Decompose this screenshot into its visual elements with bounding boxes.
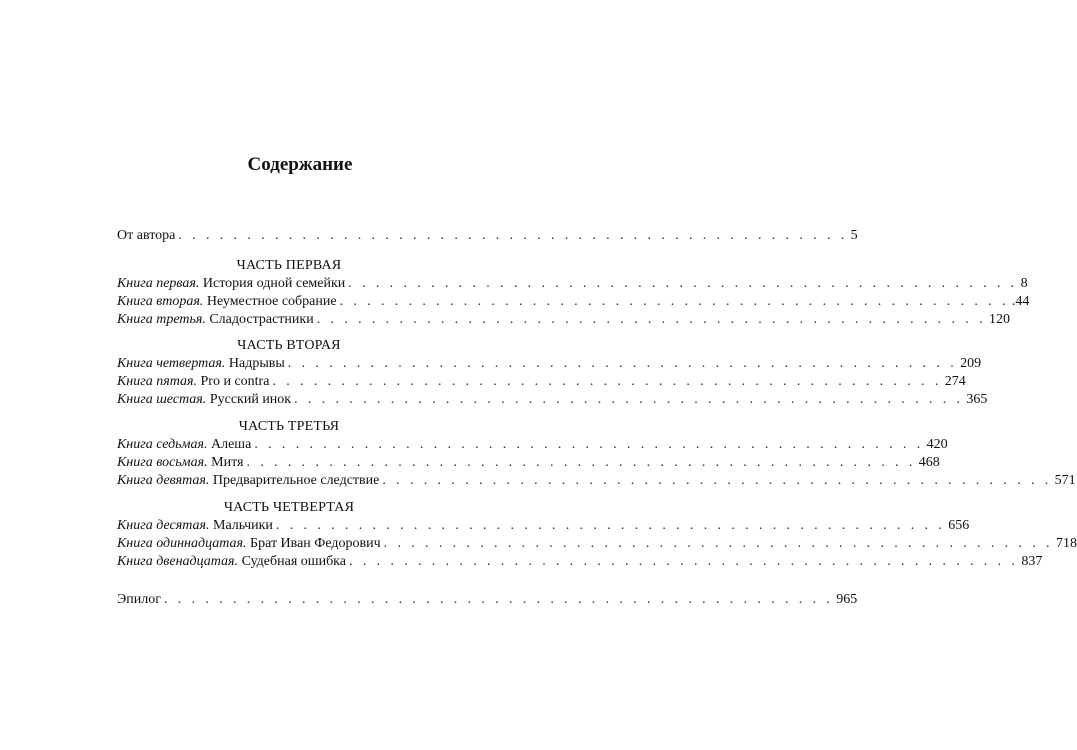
book-number: Книга девятая. <box>117 473 210 488</box>
book-number: Книга пятая. <box>117 374 198 389</box>
entry-label: Эпилог <box>117 592 161 607</box>
dot-leader: . . . . . . . . . . . . . . . . . . . . . . . . . . . . . . . . . . . . . . . . . . . . . . . . . <box>275 518 946 533</box>
page-number: 209 <box>960 356 982 371</box>
toc-entry <box>117 354 982 373</box>
toc-entry <box>117 552 1043 571</box>
entry-title: Неуместное собрание <box>206 294 337 309</box>
page-number: 120 <box>989 312 1010 327</box>
toc-entry <box>117 471 1076 490</box>
page-number: 837 <box>1021 554 1043 569</box>
dot-leader: . . . . . . . . . . . . . . . . . . . . . . . . . . . . . . . . . . . . . . . . . . . . . . . . . <box>349 554 1019 569</box>
page-number: 365 <box>966 392 988 407</box>
page-title: Содержание <box>247 154 353 175</box>
dot-leader: . . . . . . . . . . . . . . . . . . . . . . . . . . . . . . . . . . . . . . . . . . . . . . . . . <box>382 473 1052 488</box>
book-number: Книга четвертая. <box>117 356 226 371</box>
toc-entry <box>117 372 966 391</box>
entry-title: Мальчики <box>213 518 273 533</box>
dot-leader: . . . . . . . . . . . . . . . . . . . . . . . . . . . . . . . . . . . . . . . . . . . . . . . . . <box>316 312 986 327</box>
dot-leader: . . . . . . . . . . . . . . . . . . . . . . . . . . . . . . . . . . . . . . . . . . . . . . . . . <box>287 356 958 371</box>
part-heading: ЧАСТЬ ПЕРВАЯ <box>236 258 342 273</box>
page-number: 5 <box>850 228 858 243</box>
page-number: 8 <box>1020 276 1028 291</box>
page-number: 965 <box>836 592 858 607</box>
page-number: 274 <box>944 374 966 389</box>
toc-entry <box>117 390 988 409</box>
page-number: 656 <box>948 518 970 533</box>
entry-title: Pro и contra <box>200 374 270 389</box>
book-number: Книга шестая. <box>117 392 207 407</box>
dot-leader: . . . . . . . . . . . . . . . . . . . . . . . . . . . . . . . . . . . . . . . . . . . . . . . . . <box>163 592 834 607</box>
part-heading: ЧАСТЬ ЧЕТВЕРТАЯ <box>223 500 355 515</box>
page-number: 571 <box>1054 473 1076 488</box>
book-number: Книга вторая. <box>117 294 204 309</box>
book-number: Книга третья. <box>117 312 206 327</box>
toc-entry <box>117 292 1030 311</box>
dot-leader: . . . . . . . . . . . . . . . . . . . . . . . . . . . . . . . . . . . . . . . . . . . . . . . . . <box>339 294 1009 309</box>
entry-label: От автора <box>117 228 176 243</box>
dot-leader: . . . . . . . . . . . . . . . . . . . . . . . . . . . . . . . . . . . . . . . . . . . . . . . . . <box>383 536 1053 551</box>
toc-entry-epilogue <box>117 590 858 609</box>
entry-title: Митя <box>211 455 244 470</box>
toc-entry <box>117 274 1028 293</box>
page-number: .44 <box>1011 294 1030 309</box>
dot-leader: . . . . . . . . . . . . . . . . . . . . . . . . . . . . . . . . . . . . . . . . . . . . . . . . . <box>272 374 942 389</box>
book-number: Книга одиннадцатая. <box>117 536 247 551</box>
page-number: 718 <box>1055 536 1077 551</box>
entry-title: История одной семейки <box>202 276 346 291</box>
entry-title: Надрывы <box>228 356 285 371</box>
dot-leader: . . . . . . . . . . . . . . . . . . . . . . . . . . . . . . . . . . . . . . . . . . . . . . . . . <box>246 455 916 470</box>
book-number: Книга первая. <box>117 276 200 291</box>
dot-leader: . . . . . . . . . . . . . . . . . . . . . . . . . . . . . . . . . . . . . . . . . . . . . . . . . <box>348 276 1018 291</box>
toc-entry-preface <box>117 226 858 245</box>
entry-title: Судебная ошибка <box>241 554 346 569</box>
toc-entry <box>117 516 970 535</box>
part-heading: ЧАСТЬ ВТОРАЯ <box>237 338 341 353</box>
toc-entry <box>117 435 948 454</box>
dot-leader: . . . . . . . . . . . . . . . . . . . . . . . . . . . . . . . . . . . . . . . . . . . . . . . . . <box>178 228 848 243</box>
book-number: Книга десятая. <box>117 518 210 533</box>
toc-entry <box>117 534 1077 553</box>
book-number: Книга двенадцатая. <box>117 554 239 569</box>
dot-leader: . . . . . . . . . . . . . . . . . . . . . . . . . . . . . . . . . . . . . . . . . . . . . . . . . <box>254 437 924 452</box>
dot-leader: . . . . . . . . . . . . . . . . . . . . . . . . . . . . . . . . . . . . . . . . . . . . . . . . . <box>294 392 964 407</box>
entry-title: Сладострастники <box>209 312 314 327</box>
entry-title: Брат Иван Федорович <box>250 536 381 551</box>
entry-title: Предварительное следствие <box>212 473 380 488</box>
book-number: Книга восьмая. <box>117 455 208 470</box>
toc-entry <box>117 453 940 472</box>
part-heading: ЧАСТЬ ТРЕТЬЯ <box>238 419 340 434</box>
entry-title: Русский инок <box>209 392 292 407</box>
toc-entry <box>117 310 1010 329</box>
page-number: 468 <box>918 455 940 470</box>
page-number: 420 <box>926 437 948 452</box>
book-number: Книга седьмая. <box>117 437 208 452</box>
entry-title: Алеша <box>211 437 252 452</box>
